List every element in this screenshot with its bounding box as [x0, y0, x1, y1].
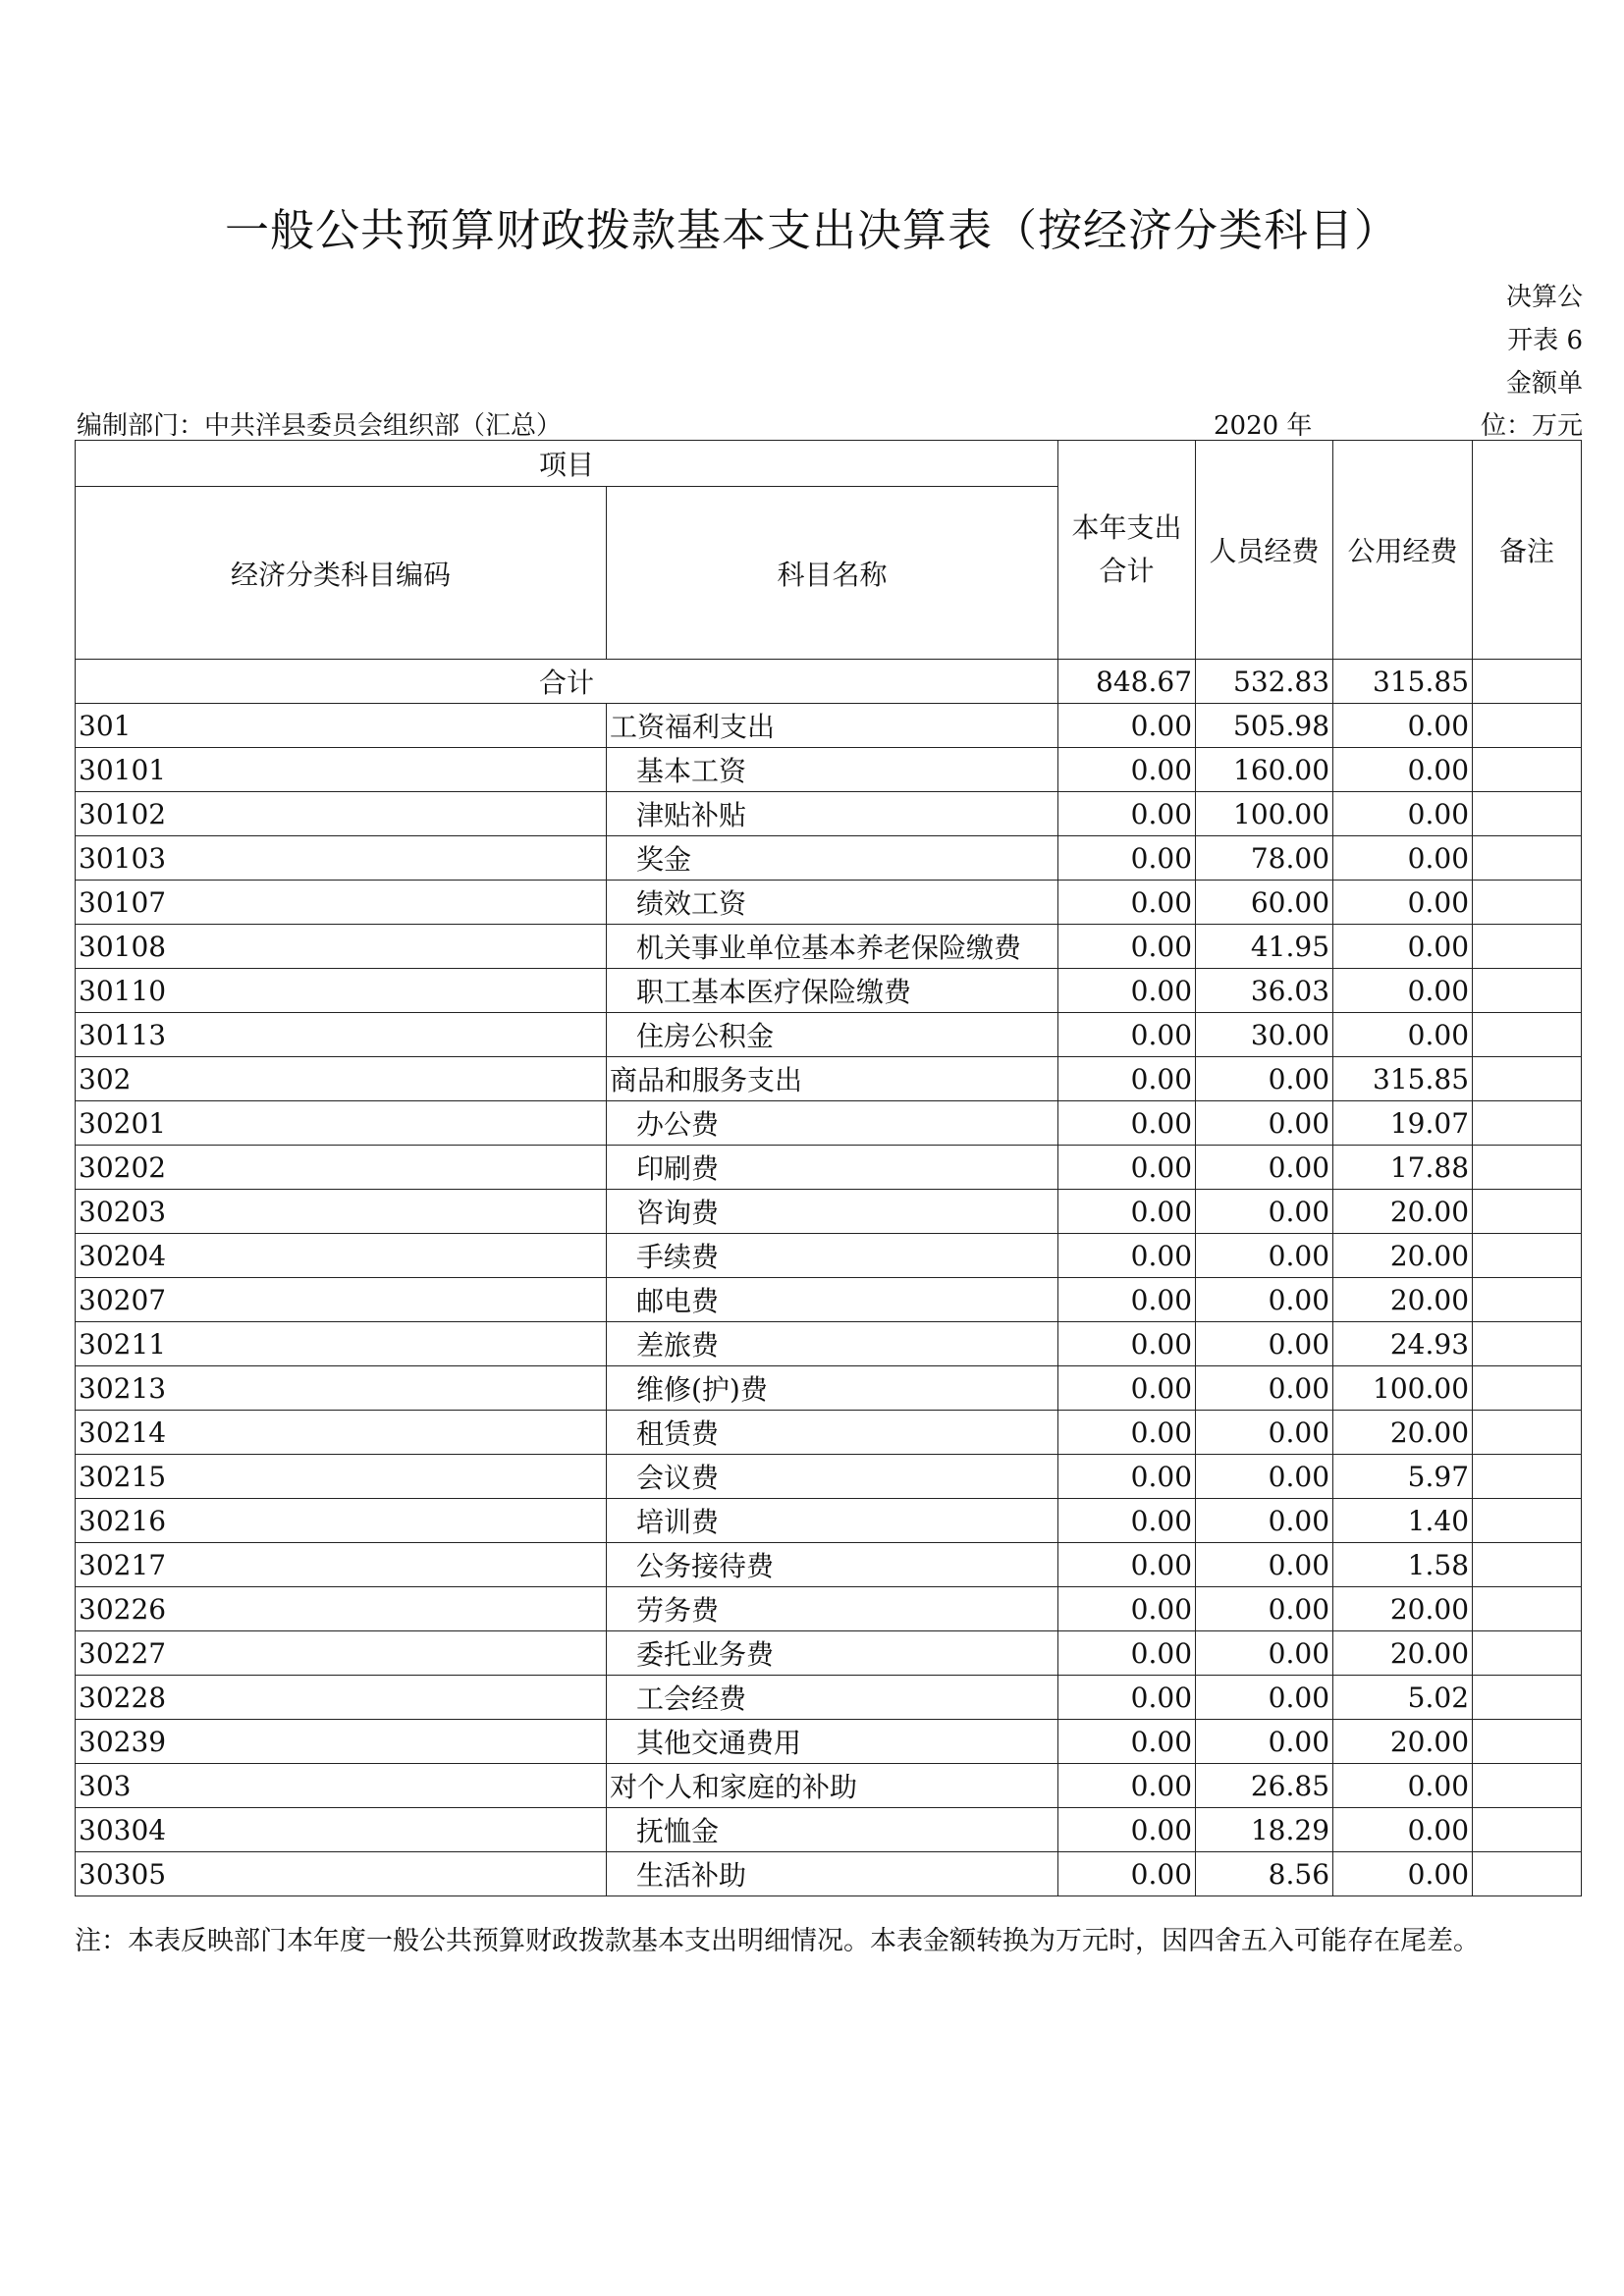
row-personnel: 0.00 [1196, 1587, 1333, 1631]
table-row [76, 1808, 1582, 1852]
header-code: 经济分类科目编码 [76, 487, 607, 660]
row-personnel: 0.00 [1196, 1101, 1333, 1146]
header-remark: 备注 [1473, 441, 1582, 660]
header-total-line2: 合计 [1099, 555, 1155, 587]
row-personnel: 41.95 [1196, 925, 1333, 969]
row-personnel: 8.56 [1196, 1852, 1333, 1896]
row-code: 30103 [76, 836, 607, 881]
row-total: 0.00 [1058, 1455, 1196, 1499]
row-personnel: 26.85 [1196, 1764, 1333, 1808]
row-public: 1.40 [1333, 1499, 1473, 1543]
row-name: 绩效工资 [607, 881, 1058, 925]
row-name: 维修(护)费 [607, 1366, 1058, 1411]
row-name: 津贴补贴 [607, 792, 1058, 836]
row-name: 商品和服务支出 [607, 1057, 1058, 1101]
row-personnel: 505.98 [1196, 704, 1333, 748]
row-public: 17.88 [1333, 1146, 1473, 1190]
row-name: 抚恤金 [607, 1808, 1058, 1852]
row-code: 301 [76, 704, 607, 748]
row-personnel: 0.00 [1196, 1631, 1333, 1676]
total-label: 合计 [76, 660, 1058, 704]
row-public: 5.97 [1333, 1455, 1473, 1499]
header-personnel: 人员经费 [1196, 441, 1333, 660]
table-row [76, 1631, 1582, 1676]
row-public: 20.00 [1333, 1190, 1473, 1234]
row-public: 1.58 [1333, 1543, 1473, 1587]
row-total: 0.00 [1058, 1190, 1196, 1234]
row-remark [1473, 1808, 1582, 1852]
row-code: 30102 [76, 792, 607, 836]
row-total: 0.00 [1058, 1720, 1196, 1764]
row-name: 邮电费 [607, 1278, 1058, 1322]
row-code: 30108 [76, 925, 607, 969]
row-code: 30101 [76, 748, 607, 792]
row-personnel: 0.00 [1196, 1190, 1333, 1234]
row-name: 其他交通费用 [607, 1720, 1058, 1764]
row-code: 30211 [76, 1322, 607, 1366]
row-remark [1473, 836, 1582, 881]
row-remark [1473, 1499, 1582, 1543]
table-row [76, 1720, 1582, 1764]
row-remark [1473, 1190, 1582, 1234]
row-total: 0.00 [1058, 748, 1196, 792]
table-row [76, 1322, 1582, 1366]
row-name: 公务接待费 [607, 1543, 1058, 1587]
row-remark [1473, 969, 1582, 1013]
row-public: 0.00 [1333, 748, 1473, 792]
row-personnel: 0.00 [1196, 1234, 1333, 1278]
table-row [76, 1366, 1582, 1411]
total-amount: 848.67 [1058, 660, 1196, 704]
footnote: 注：本表反映部门本年度一般公共预算财政拨款基本支出明细情况。本表金额转换为万元时，因四舍五入可能存在尾差。 [75, 1926, 1480, 1956]
row-personnel: 0.00 [1196, 1411, 1333, 1455]
row-remark [1473, 1720, 1582, 1764]
row-total: 0.00 [1058, 1411, 1196, 1455]
row-code: 30214 [76, 1411, 607, 1455]
row-total: 0.00 [1058, 1146, 1196, 1190]
row-remark [1473, 1587, 1582, 1631]
header-total-line1: 本年支出 [1071, 511, 1182, 544]
row-name: 印刷费 [607, 1146, 1058, 1190]
row-total: 0.00 [1058, 792, 1196, 836]
row-public: 0.00 [1333, 792, 1473, 836]
row-public: 0.00 [1333, 1852, 1473, 1896]
table-row [76, 792, 1582, 836]
row-total: 0.00 [1058, 1852, 1196, 1896]
header-item: 项目 [76, 441, 1058, 487]
department-label: 编制部门：中共洋县委员会组织部（汇总） [77, 411, 563, 441]
row-code: 30213 [76, 1366, 607, 1411]
row-personnel: 0.00 [1196, 1676, 1333, 1720]
row-name: 手续费 [607, 1234, 1058, 1278]
row-code: 30204 [76, 1234, 607, 1278]
row-public: 24.93 [1333, 1322, 1473, 1366]
row-personnel: 0.00 [1196, 1455, 1333, 1499]
row-code: 30207 [76, 1278, 607, 1322]
row-personnel: 0.00 [1196, 1322, 1333, 1366]
row-code: 302 [76, 1057, 607, 1101]
row-total: 0.00 [1058, 1234, 1196, 1278]
row-public: 20.00 [1333, 1631, 1473, 1676]
row-personnel: 0.00 [1196, 1366, 1333, 1411]
unit-line2: 位：万元 [1480, 411, 1583, 441]
row-name: 奖金 [607, 836, 1058, 881]
row-remark [1473, 1631, 1582, 1676]
row-public: 19.07 [1333, 1101, 1473, 1146]
page-title: 一般公共预算财政拨款基本支出决算表（按经济分类科目） [224, 204, 1399, 256]
table-row [76, 1101, 1582, 1146]
row-public: 0.00 [1333, 1013, 1473, 1057]
row-personnel: 0.00 [1196, 1720, 1333, 1764]
row-code: 30227 [76, 1631, 607, 1676]
row-name: 劳务费 [607, 1587, 1058, 1631]
row-name: 办公费 [607, 1101, 1058, 1146]
row-code: 30113 [76, 1013, 607, 1057]
row-remark [1473, 1322, 1582, 1366]
row-code: 30304 [76, 1808, 607, 1852]
total-personnel: 532.83 [1196, 660, 1333, 704]
row-remark [1473, 1543, 1582, 1587]
row-public: 0.00 [1333, 881, 1473, 925]
row-total: 0.00 [1058, 1543, 1196, 1587]
row-personnel: 0.00 [1196, 1146, 1333, 1190]
row-total: 0.00 [1058, 969, 1196, 1013]
row-personnel: 0.00 [1196, 1543, 1333, 1587]
total-public: 315.85 [1333, 660, 1473, 704]
row-name: 会议费 [607, 1455, 1058, 1499]
row-code: 30228 [76, 1676, 607, 1720]
row-name: 培训费 [607, 1499, 1058, 1543]
row-total: 0.00 [1058, 1278, 1196, 1322]
row-total: 0.00 [1058, 836, 1196, 881]
table-row [76, 1146, 1582, 1190]
table-row [76, 1057, 1582, 1101]
row-personnel: 100.00 [1196, 792, 1333, 836]
row-public: 20.00 [1333, 1278, 1473, 1322]
row-name: 差旅费 [607, 1322, 1058, 1366]
row-name: 工资福利支出 [607, 704, 1058, 748]
total-remark [1473, 660, 1582, 704]
row-personnel: 36.03 [1196, 969, 1333, 1013]
row-remark [1473, 881, 1582, 925]
row-code: 30217 [76, 1543, 607, 1587]
row-code: 30203 [76, 1190, 607, 1234]
row-personnel: 160.00 [1196, 748, 1333, 792]
row-personnel: 60.00 [1196, 881, 1333, 925]
row-public: 315.85 [1333, 1057, 1473, 1101]
table-row [76, 925, 1582, 969]
header-total [1058, 441, 1196, 660]
row-remark [1473, 1764, 1582, 1808]
row-remark [1473, 1455, 1582, 1499]
table-row [76, 1455, 1582, 1499]
row-public: 5.02 [1333, 1676, 1473, 1720]
row-remark [1473, 1852, 1582, 1896]
row-remark [1473, 1234, 1582, 1278]
row-name: 机关事业单位基本养老保险缴费 [607, 925, 1058, 969]
table-row [76, 836, 1582, 881]
form-number-line1: 决算公 [1505, 283, 1583, 312]
row-public: 0.00 [1333, 836, 1473, 881]
row-public: 0.00 [1333, 704, 1473, 748]
table-row [76, 748, 1582, 792]
row-remark [1473, 1278, 1582, 1322]
row-remark [1473, 1366, 1582, 1411]
row-public: 0.00 [1333, 969, 1473, 1013]
row-name: 职工基本医疗保险缴费 [607, 969, 1058, 1013]
row-remark [1473, 1411, 1582, 1455]
table-row [76, 881, 1582, 925]
budget-table [75, 440, 1582, 1896]
row-personnel: 18.29 [1196, 1808, 1333, 1852]
row-total: 0.00 [1058, 1101, 1196, 1146]
row-remark [1473, 1013, 1582, 1057]
row-public: 20.00 [1333, 1587, 1473, 1631]
row-total: 0.00 [1058, 1499, 1196, 1543]
row-total: 0.00 [1058, 1808, 1196, 1852]
table-row [76, 1411, 1582, 1455]
header-public: 公用经费 [1333, 441, 1473, 660]
row-remark [1473, 792, 1582, 836]
table-row [76, 1543, 1582, 1587]
row-code: 30202 [76, 1146, 607, 1190]
row-public: 20.00 [1333, 1411, 1473, 1455]
row-remark [1473, 1146, 1582, 1190]
table-row [76, 1013, 1582, 1057]
row-code: 30215 [76, 1455, 607, 1499]
table-row [76, 969, 1582, 1013]
row-name: 委托业务费 [607, 1631, 1058, 1676]
row-name: 咨询费 [607, 1190, 1058, 1234]
row-code: 30226 [76, 1587, 607, 1631]
row-total: 0.00 [1058, 881, 1196, 925]
row-public: 20.00 [1333, 1720, 1473, 1764]
table-row [76, 1234, 1582, 1278]
table-row [76, 1852, 1582, 1896]
row-public: 0.00 [1333, 925, 1473, 969]
row-name: 工会经费 [607, 1676, 1058, 1720]
row-code: 30107 [76, 881, 607, 925]
header-name: 科目名称 [607, 487, 1058, 660]
row-total: 0.00 [1058, 925, 1196, 969]
row-code: 30239 [76, 1720, 607, 1764]
year-label: 2020 年 [1214, 411, 1313, 441]
row-remark [1473, 704, 1582, 748]
row-public: 0.00 [1333, 1808, 1473, 1852]
form-number-line2: 开表 6 [1507, 326, 1583, 355]
row-name: 基本工资 [607, 748, 1058, 792]
row-total: 0.00 [1058, 1366, 1196, 1411]
row-code: 30305 [76, 1852, 607, 1896]
row-code: 30110 [76, 969, 607, 1013]
row-total: 0.00 [1058, 1057, 1196, 1101]
row-code: 303 [76, 1764, 607, 1808]
row-remark [1473, 748, 1582, 792]
row-personnel: 30.00 [1196, 1013, 1333, 1057]
row-name: 租赁费 [607, 1411, 1058, 1455]
row-total: 0.00 [1058, 1764, 1196, 1808]
table-row [76, 1676, 1582, 1720]
row-total: 0.00 [1058, 1587, 1196, 1631]
table-row [76, 704, 1582, 748]
row-personnel: 0.00 [1196, 1499, 1333, 1543]
row-remark [1473, 1057, 1582, 1101]
row-total: 0.00 [1058, 1013, 1196, 1057]
row-remark [1473, 1101, 1582, 1146]
row-total: 0.00 [1058, 1631, 1196, 1676]
row-code: 30201 [76, 1101, 607, 1146]
row-public: 0.00 [1333, 1764, 1473, 1808]
row-public: 100.00 [1333, 1366, 1473, 1411]
row-personnel: 78.00 [1196, 836, 1333, 881]
row-total: 0.00 [1058, 1676, 1196, 1720]
total-row [76, 660, 1582, 704]
row-public: 20.00 [1333, 1234, 1473, 1278]
table-row [76, 1190, 1582, 1234]
table-row [76, 1764, 1582, 1808]
row-name: 对个人和家庭的补助 [607, 1764, 1058, 1808]
row-code: 30216 [76, 1499, 607, 1543]
unit-line1: 金额单 [1505, 369, 1583, 399]
row-personnel: 0.00 [1196, 1278, 1333, 1322]
table-row [76, 1499, 1582, 1543]
row-remark [1473, 1676, 1582, 1720]
row-name: 住房公积金 [607, 1013, 1058, 1057]
table-row [76, 1587, 1582, 1631]
row-total: 0.00 [1058, 704, 1196, 748]
row-remark [1473, 925, 1582, 969]
row-total: 0.00 [1058, 1322, 1196, 1366]
row-name: 生活补助 [607, 1852, 1058, 1896]
row-personnel: 0.00 [1196, 1057, 1333, 1101]
table-row [76, 1278, 1582, 1322]
